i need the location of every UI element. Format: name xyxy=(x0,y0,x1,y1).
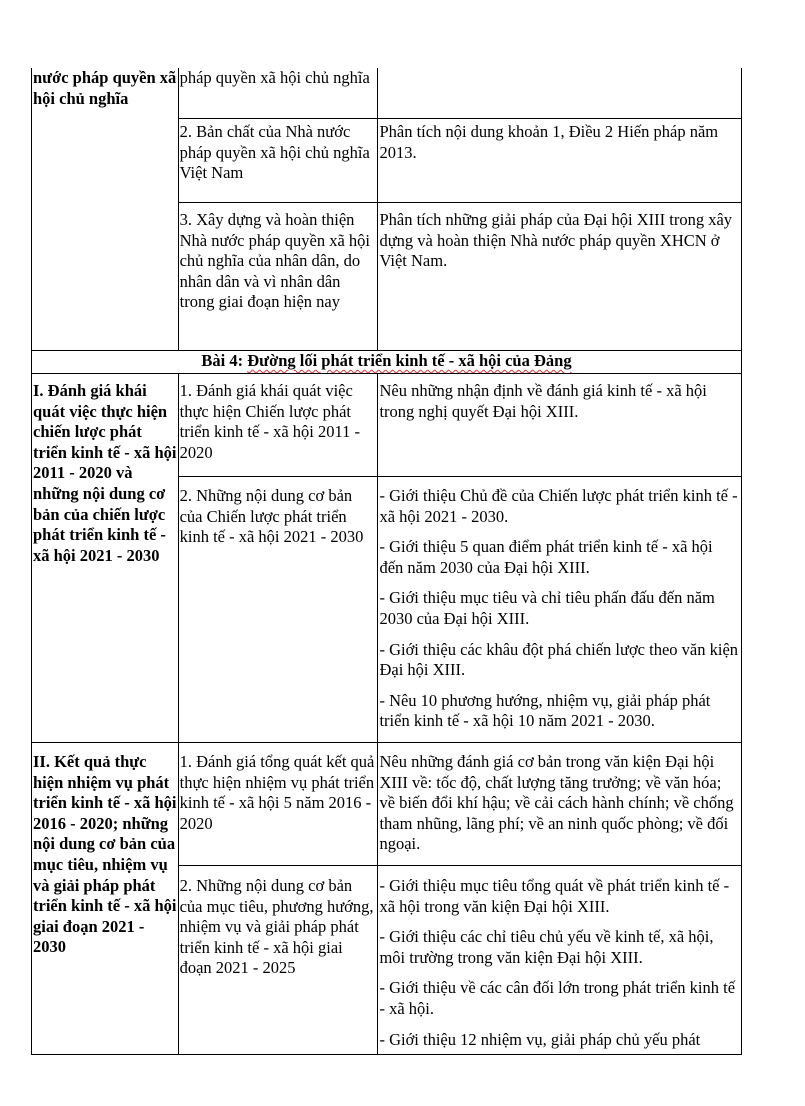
requirement-cell: Phân tích nội dung khoản 1, Điều 2 Hiến pháp năm 2013. xyxy=(378,119,742,203)
curriculum-table xyxy=(31,68,742,1055)
list-item: - Nêu 10 phương hướng, nhiệm vụ, giải pháp phát triển kinh tế - xã hội 10 năm 2021 - 2030. xyxy=(379,690,711,731)
requirement-cell xyxy=(378,68,742,119)
part-label-cell: I. Đánh giá khái quát việc thực hiện chiến lược phát triển kinh tế - xã hội 2011 - 2020 và những nội dung cơ bản của chiến lược phát triển kinh tế - xã hội 2021 - 2030 xyxy=(32,374,179,743)
requirement-bullets-cell xyxy=(378,477,742,743)
content-cell: 2. Những nội dung cơ bản của Chiến lược phát triển kinh tế - xã hội 2021 - 2030 xyxy=(178,477,378,743)
table-row xyxy=(32,68,742,119)
requirement-cell: Phân tích những giải pháp của Đại hội XIII trong xây dựng và hoàn thiện Nhà nước pháp quyền XHCN ở Việt Nam. xyxy=(378,203,742,351)
section-label-cell: nước pháp quyền xã hội chủ nghĩa xyxy=(32,68,179,351)
table-row xyxy=(32,374,742,477)
content-cell: 2. Bản chất của Nhà nước pháp quyền xã hội chủ nghĩa Việt Nam xyxy=(178,119,378,203)
content-cell: 3. Xây dựng và hoàn thiện Nhà nước pháp quyền xã hội chủ nghĩa của nhân dân, do nhân dân và vì nhân dân trong giai đoạn hiện nay xyxy=(178,203,378,351)
lesson-heading xyxy=(32,351,742,374)
lesson-number: Bài 4: xyxy=(201,351,248,370)
list-item: - Giới thiệu các khâu đột phá chiến lược theo văn kiện Đại hội XIII. xyxy=(379,639,739,680)
list-item: - Giới thiệu mục tiêu và chỉ tiêu phấn đấu đến năm 2030 của Đại hội XIII. xyxy=(379,588,715,628)
lesson-heading-row xyxy=(32,351,742,374)
requirement-cell: Nêu những đánh giá cơ bản trong văn kiện Đại hội XIII về: tốc độ, chất lượng tăng trưởng; về văn hóa; về biến đổi khí hậu; về cải cách hành chính; về chống tham nhũng, lãng phí; về an ninh quốc phòng; về đối ngoại. xyxy=(378,743,742,866)
list-item: - Giới thiệu các chỉ tiêu chủ yếu về kinh tế, xã hội, môi trường trong văn kiện Đại hội XIII. xyxy=(379,927,714,967)
requirement-cell: Nêu những nhận định về đánh giá kinh tế - xã hội trong nghị quyết Đại hội XIII. xyxy=(378,374,742,477)
content-cell: 2. Những nội dung cơ bản của mục tiêu, phương hướng, nhiệm vụ và giải pháp phát triển kinh tế - xã hội giai đoạn 2021 - 2025 xyxy=(178,866,378,1055)
list-item: - Giới thiệu 5 quan điểm phát triển kinh tế - xã hội đến năm 2030 của Đại hội XIII. xyxy=(379,537,713,577)
list-item: - Giới thiệu Chủ đề của Chiến lược phát triển kinh tế - xã hội 2021 - 2030. xyxy=(379,486,738,526)
list-item: - Giới thiệu 12 nhiệm vụ, giải pháp chủ yếu phát xyxy=(379,1029,701,1049)
part-label-cell: II. Kết quả thực hiện nhiệm vụ phát triển kinh tế - xã hội 2016 - 2020; những nội dung cơ bản của mục tiêu, nhiệm vụ và giải pháp phát triển kinh tế - xã hội giai đoạn 2021 - 2030 xyxy=(32,743,179,1055)
content-cell: pháp quyền xã hội chủ nghĩa xyxy=(178,68,378,119)
content-cell: 1. Đánh giá tổng quát kết quả thực hiện nhiệm vụ phát triển kinh tế - xã hội 5 năm 2016 - 2020 xyxy=(178,743,378,866)
list-item: - Giới thiệu mục tiêu tổng quát về phát triển kinh tế - xã hội trong văn kiện Đại hội XIII. xyxy=(379,876,730,916)
list-item: - Giới thiệu về các cân đối lớn trong phát triển kinh tế - xã hội. xyxy=(379,978,736,1018)
content-cell: 1. Đánh giá khái quát việc thực hiện Chiến lược phát triển kinh tế - xã hội 2011 - 2020 xyxy=(178,374,378,477)
lesson-title: Đường lối phát triển kinh tế - xã hội của Đảng xyxy=(247,351,572,370)
table-row xyxy=(32,743,742,866)
requirement-bullets-cell xyxy=(378,866,742,1055)
